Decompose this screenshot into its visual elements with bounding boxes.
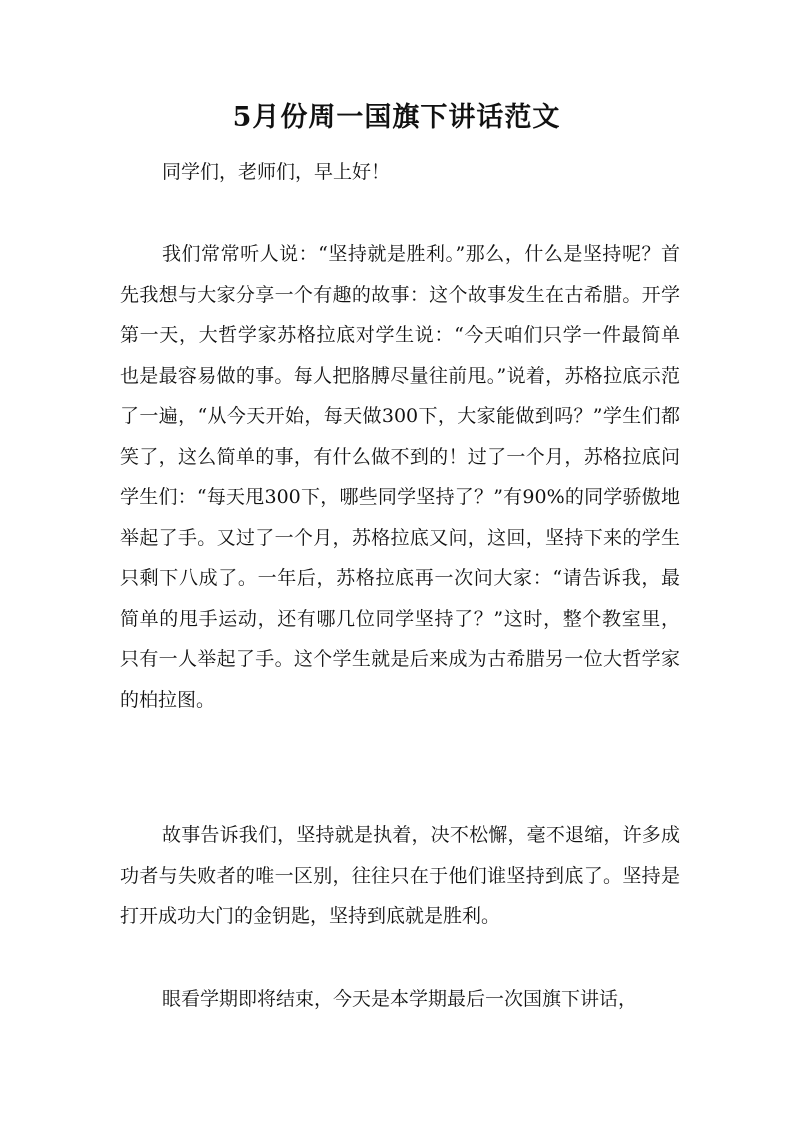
body-paragraph-2: 故事告诉我们，坚持就是执着，决不松懈，毫不退缩，许多成功者与失败者的唯一区别，往往只在于他们谁坚持到底了。坚持是打开成功大门的金钥匙，坚持到底就是胜利。 [120,824,680,927]
body-paragraph-1: 我们常常听人说：“坚持就是胜利。”那么，什么是坚持呢？首先我想与大家分享一个有趣的故事：这个故事发生在古希腊。开学第一天，大哲学家苏格拉底对学生说：“今天咱们只学一件最简单也是最容易做的事。每人把胳膊尽量往前甩。”说着，苏格拉底示范了一遍，“从今天开始，每天做300下，大家能做到吗？”学生们都笑了，这么简单的事，有什么做不到的！过了一个月，苏格拉底问学生们：“每天甩300下，哪些同学坚持了？”有90%的同学骄傲地举起了手。又过了一个月，苏格拉底又问，这回，坚持下来的学生只剩下八成了。一年后，苏格拉底再一次问大家：“请告诉我，最简单的甩手运动，还有哪几位同学坚持了？”这时，整个教室里，只有一人举起了手。这个学生就是后来成为古希腊另一位大哲学家的柏拉图。 [120,243,680,711]
body-paragraph-3: 眼看学期即将结束，今天是本学期最后一次国旗下讲话， [162,988,638,1010]
document-title: 5月份周一国旗下讲话范文 [232,102,561,133]
greeting-paragraph: 同学们，老师们，早上好！ [162,161,391,183]
